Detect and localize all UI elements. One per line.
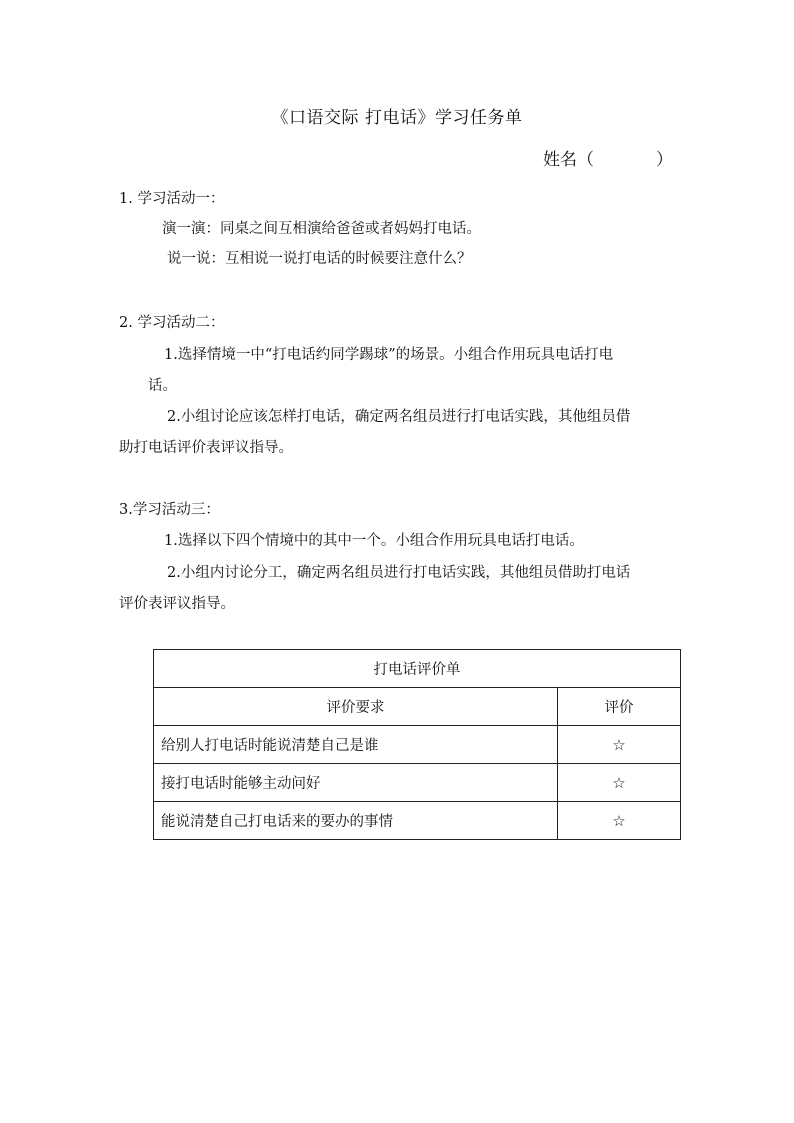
name-label: 姓名（: [543, 150, 594, 170]
activity1-line2: 说一说：互相说一说打电话的时候要注意什么？: [167, 251, 472, 267]
requirement-cell: 能说清楚自己打电话来的要办的事情: [154, 802, 558, 840]
table-row: [154, 764, 681, 802]
activity2-heading: 2. 学习活动二：: [119, 315, 225, 331]
star-icon: ☆: [558, 764, 681, 802]
star-icon: ☆: [558, 802, 681, 840]
header-rating: 评价: [558, 688, 681, 726]
activity3-item2-line2: 评价表评议指导。: [119, 596, 235, 612]
activity3-item1: 1.选择以下四个情境中的其中一个。小组合作用玩具电话打电话。: [164, 533, 584, 549]
page-title: 《口语交际 打电话》学习任务单: [271, 108, 523, 128]
table-row: [154, 802, 681, 840]
name-field: [543, 145, 673, 170]
header-requirement: 评价要求: [154, 688, 558, 726]
table-caption: 打电话评价单: [154, 650, 681, 688]
activity3-item2-line1: 2.小组内讨论分工，确定两名组员进行打电话实践，其他组员借助打电话: [167, 565, 631, 581]
requirement-cell: 给别人打电话时能说清楚自己是谁: [154, 726, 558, 764]
requirement-cell: 接打电话时能够主动问好: [154, 764, 558, 802]
table-header-row: [154, 688, 681, 726]
activity2-item1-line1: 1.选择情境一中“打电话约同学踢球”的场景。小组合作用玩具电话打电: [164, 347, 614, 363]
activity2-item1-line2: 话。: [148, 378, 177, 394]
table-caption-row: [154, 650, 681, 688]
evaluation-table: [153, 649, 681, 840]
name-close: ）: [656, 150, 673, 170]
activity1-heading: 1. 学习活动一：: [119, 191, 225, 207]
activity3-heading: 3.学习活动三：: [119, 502, 220, 518]
activity2-item2-line1: 2.小组讨论应该怎样打电话，确定两名组员进行打电话实践，其他组员借: [167, 409, 631, 425]
star-icon: ☆: [558, 726, 681, 764]
table-row: [154, 726, 681, 764]
activity1-line1: 演一演：同桌之间互相演给爸爸或者妈妈打电话。: [162, 221, 481, 237]
activity2-item2-line2: 助打电话评价表评议指导。: [119, 440, 293, 456]
